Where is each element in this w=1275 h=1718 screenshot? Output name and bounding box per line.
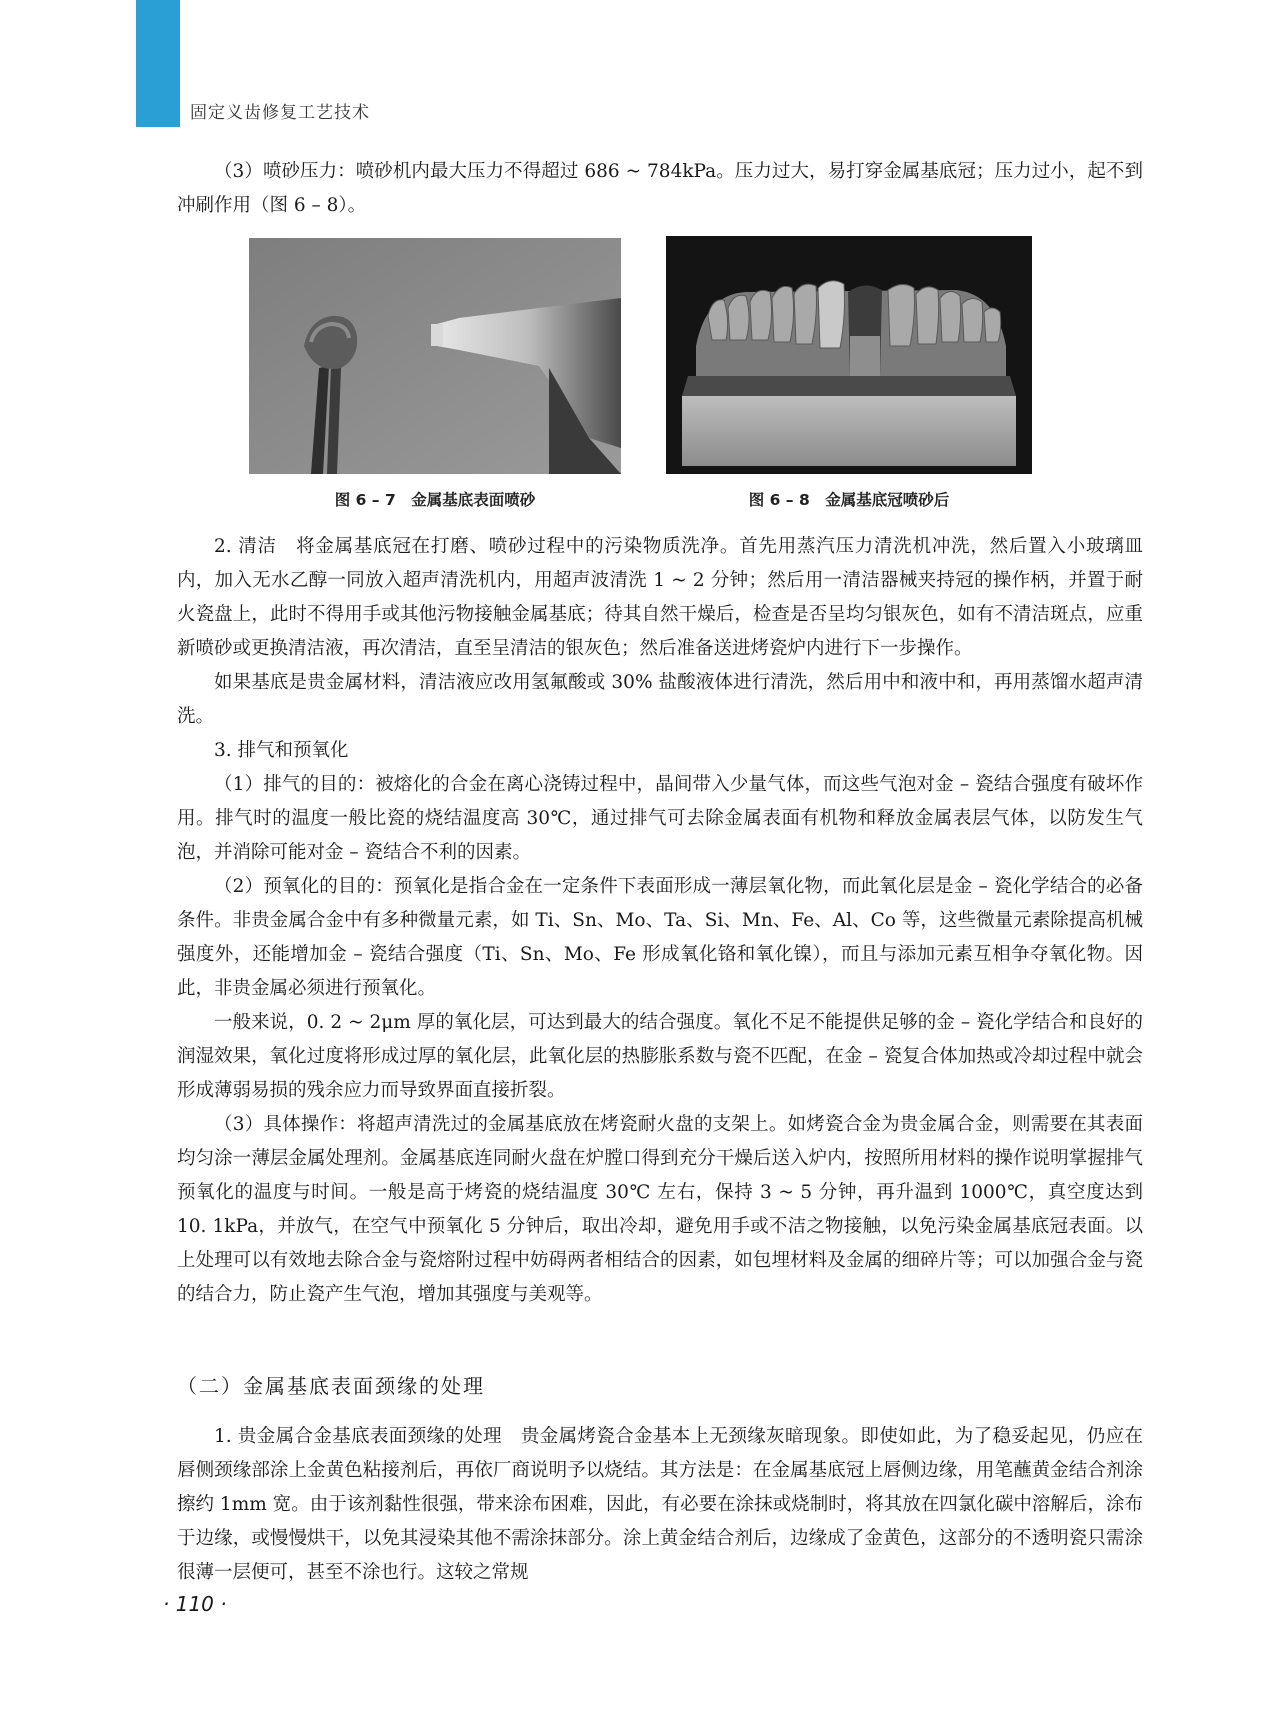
intro-paragraph-block xyxy=(177,155,1143,223)
main-text-block xyxy=(177,530,1143,1312)
figure-6-7-image xyxy=(249,238,621,474)
paragraph-oxide-layer: 一般来说，0. 2 ~ 2μm 厚的氧化层，可达到最大的结合强度。氧化不足不能提供足够的金 – 瓷化学结合和良好的润湿效果，氧化过度将形成过厚的氧化层，此氧化层的热膨胀系数与瓷不匹配，在金 – 瓷复合体加热或冷却过程中就会形成薄弱易损的残余应力而导致界面直接折裂。 xyxy=(177,1012,1143,1101)
paragraph-noble-metal: 如果基底是贵金属材料，清洁液应改用氢氟酸或 30% 盐酸液体进行清洗，然后用中和液中和，再用蒸馏水超声清洗。 xyxy=(177,672,1143,727)
paragraph-noble-margin: 1. 贵金属合金基底表面颈缘的处理 贵金属烤瓷合金基本上无颈缘灰暗现象。即使如此，为了稳妥起见，仍应在唇侧颈缘部涂上金黄色粘接剂后，再依厂商说明予以烧结。其方法是：在金属基底冠上唇侧边缘，用笔蘸黄金结合剂涂擦约 1mm 宽。由于该剂黏性很强，带来涂布困难，因此，有必要在涂抹或烧制时，将其放在四氯化碳中溶解后，涂布于边缘，或慢慢烘干，以免其浸染其他不需涂抹部分。涂上黄金结合剂后，边缘成了金黄色，这部分的不透明瓷只需涂很薄一层便可，甚至不涂也行。这较之常规 xyxy=(177,1426,1143,1583)
page-number: · 110 · xyxy=(163,1592,227,1616)
running-head: 固定义齿修复工艺技术 xyxy=(190,103,370,123)
figure-6-8-caption: 图 6 – 8 金属基底冠喷砂后 xyxy=(748,491,950,509)
after-heading-text-block xyxy=(177,1420,1143,1590)
paragraph-degassing: （1）排气的目的：被熔化的合金在离心浇铸过程中，晶间带入少量气体，而这些气泡对金 – 瓷结合强度有破坏作用。排气时的温度一般比瓷的烧结温度高 30℃，通过排气可去除金属表面有机物和释放金属表层气体，以防发生气泡，并消除可能对金 – 瓷结合不利的因素。 xyxy=(177,774,1143,863)
figure-6-8-image xyxy=(666,236,1032,474)
paragraph-preoxidation: （2）预氧化的目的：预氧化是指合金在一定条件下表面形成一薄层氧化物，而此氧化层是金 – 瓷化学结合的必备条件。非贵金属合金中有多种微量元素，如 Ti、Sn、Mo、Ta、Si、Mn、Fe、Al、Co 等，这些微量元素除提高机械强度外，还能增加金 – 瓷结合强度（Ti、Sn、Mo、Fe 形成氧化铬和氧化镍），而且与添加元素互相争夺氧化物。因此，非贵金属必须进行预氧化。 xyxy=(177,876,1143,999)
figure-6-7-caption: 图 6 – 7 金属基底表面喷砂 xyxy=(334,491,536,509)
paragraph-cleaning: 2. 清洁 将金属基底冠在打磨、喷砂过程中的污染物质洗净。首先用蒸汽压力清洗机冲洗，然后置入小玻璃皿内，加入无水乙醇一同放入超声清洗机内，用超声波清洗 1 ~ 2 分钟；然后用一清洁器械夹持冠的操作柄，并置于耐火瓷盘上，此时不得用手或其他污物接触金属基底；待其自然干燥后，检查是否呈均匀银灰色，如有不清洁斑点，应重新喷砂或更换清洁液，再次清洁，直至呈清洁的银灰色；然后准备送进烤瓷炉内进行下一步操作。 xyxy=(177,536,1143,659)
subheading-degas-preoxidation: 3. 排气和预氧化 xyxy=(214,740,349,761)
paragraph: （3）喷砂压力：喷砂机内最大压力不得超过 686 ~ 784kPa。压力过大，易打穿金属基底冠；压力过小，起不到冲刷作用（图 6 – 8）。 xyxy=(177,161,1143,216)
chapter-tab-bar xyxy=(136,0,180,127)
paragraph-procedure: （3）具体操作：将超声清洗过的金属基底放在烤瓷耐火盘的支架上。如烤瓷合金为贵金属合金，则需要在其表面均匀涂一薄层金属处理剂。金属基底连同耐火盘在炉膛口得到充分干燥后送入炉内，按照所用材料的操作说明掌握排气预氧化的温度与时间。一般是高于烤瓷的烧结温度 30℃ 左右，保持 3 ~ 5 分钟，再升温到 1000℃，真空度达到 10. 1kPa，并放气，在空气中预氧化 5 分钟后，取出冷却，避免用手或不洁之物接触，以免污染金属基底冠表面。以上处理可以有效地去除合金与瓷熔附过程中妨碍两者相结合的因素，如包埋材料及金属的细碎片等；可以加强合金与瓷的结合力，防止瓷产生气泡，增加其强度与美观等。 xyxy=(177,1114,1143,1305)
section-heading: （二）金属基底表面颈缘的处理 xyxy=(177,1374,485,1398)
